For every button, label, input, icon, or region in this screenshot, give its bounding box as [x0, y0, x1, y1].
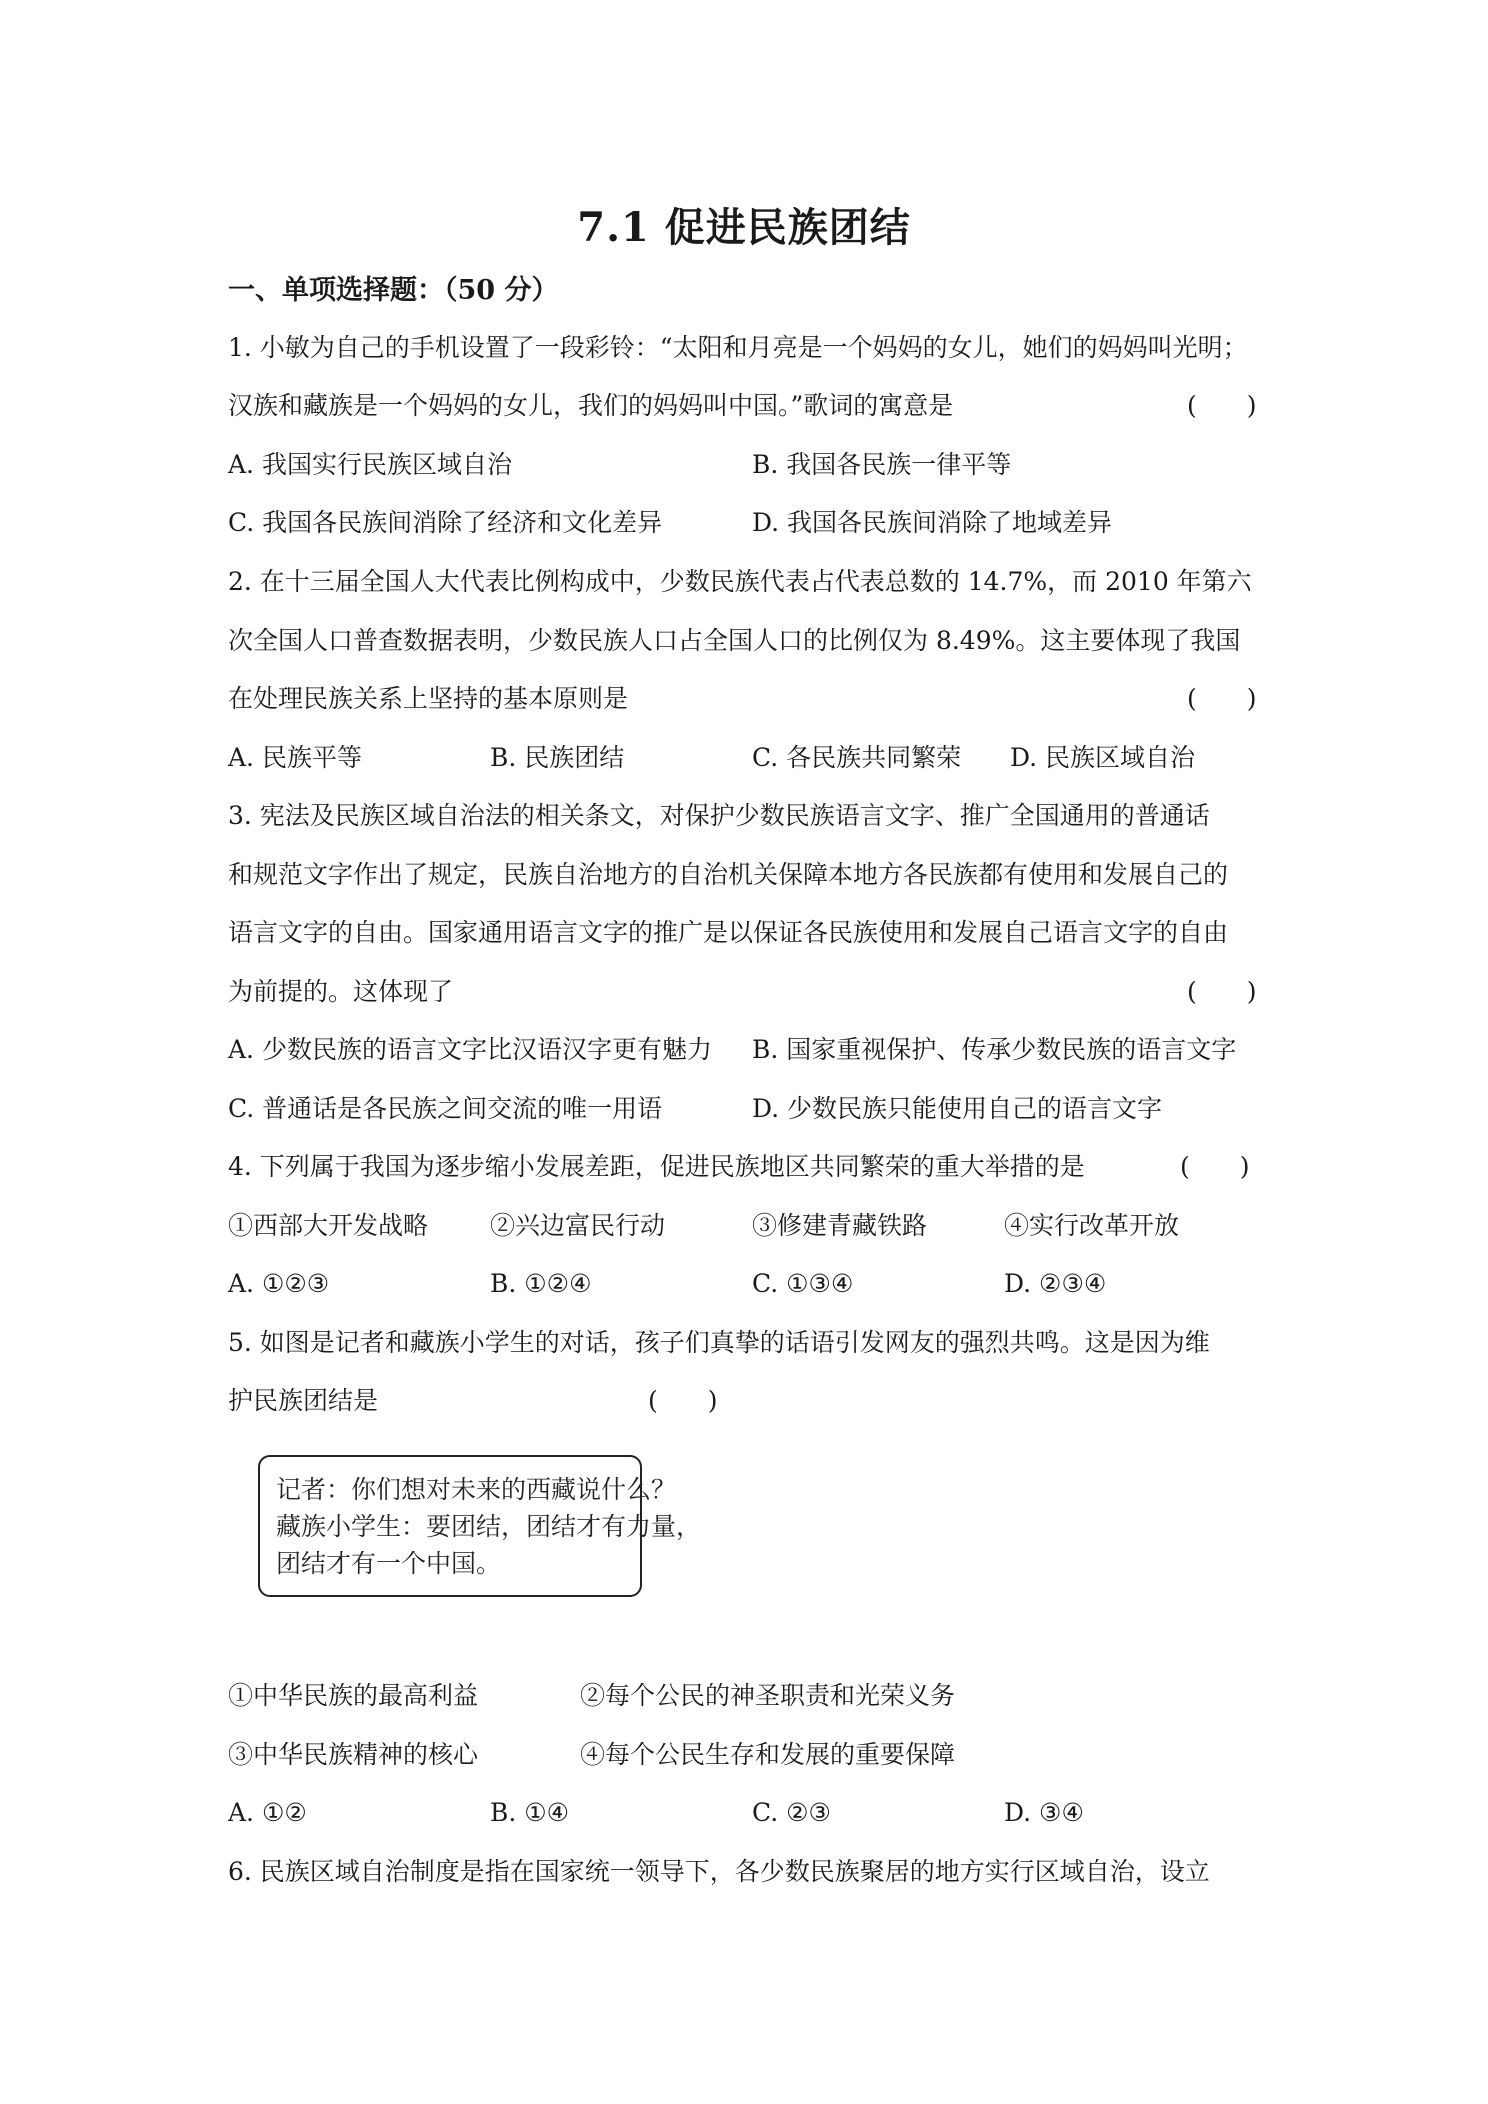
- q1-option-c: C. 我国各民族间消除了经济和文化差异: [228, 508, 663, 537]
- q2-option-c: C. 各民族共同繁荣: [752, 743, 962, 772]
- q4-item-2: ②兴边富民行动: [490, 1211, 666, 1240]
- page-title: 7.1 促进民族团结: [577, 204, 911, 251]
- q4-stem-line1: 4. 下列属于我国为逐步缩小发展差距，促进民族地区共同繁荣的重大举措的是: [228, 1152, 1085, 1181]
- q5-item-2: ②每个公民的神圣职责和光荣义务: [580, 1681, 956, 1710]
- q4-item-4: ④实行改革开放: [1004, 1211, 1180, 1240]
- q5-item-4: ④每个公民生存和发展的重要保障: [580, 1740, 956, 1769]
- q2-stem-line1: 2. 在十三届全国人大代表比例构成中，少数民族代表占代表总数的 14.7%，而 2010 年第六: [228, 567, 1252, 596]
- q3-option-d: D. 少数民族只能使用自己的语言文字: [752, 1094, 1163, 1123]
- q3-stem-line4: 为前提的。这体现了: [228, 977, 454, 1006]
- dialogue-line-student: 藏族小学生：要团结，团结才有力量，: [276, 1512, 702, 1541]
- q1-option-a: A. 我国实行民族区域自治: [228, 450, 512, 479]
- q3-answer-blank: ( ): [1187, 977, 1257, 1006]
- dialogue-line-reporter: 记者：你们想对未来的西藏说什么？: [276, 1475, 677, 1504]
- q2-answer-blank: ( ): [1187, 684, 1257, 713]
- q5-item-3: ③中华民族精神的核心: [228, 1740, 479, 1769]
- q5-option-c: C. ②③: [752, 1798, 831, 1827]
- section-heading: 一、单项选择题：（50 分）: [228, 275, 559, 306]
- q6-stem-line1: 6. 民族区域自治制度是指在国家统一领导下，各少数民族聚居的地方实行区域自治，设立: [228, 1857, 1210, 1886]
- q4-answer-blank: ( ): [1180, 1152, 1250, 1181]
- q3-option-b: B. 国家重视保护、传承少数民族的语言文字: [752, 1035, 1237, 1064]
- q3-stem-line2: 和规范文字作出了规定，民族自治地方的自治机关保障本地方各民族都有使用和发展自己的: [228, 860, 1229, 889]
- q1-stem-line2: 汉族和藏族是一个妈妈的女儿，我们的妈妈叫中国。”歌词的寓意是: [228, 391, 954, 420]
- q5-option-d: D. ③④: [1004, 1798, 1084, 1827]
- q5-answer-blank: ( ): [648, 1386, 718, 1415]
- q3-stem-line3: 语言文字的自由。国家通用语言文字的推广是以保证各民族使用和发展自己语言文字的自由: [228, 918, 1229, 947]
- q4-option-c: C. ①③④: [752, 1269, 854, 1298]
- q4-item-3: ③修建青藏铁路: [752, 1211, 928, 1240]
- q5-option-b: B. ①④: [490, 1798, 570, 1827]
- q4-option-d: D. ②③④: [1004, 1269, 1107, 1298]
- q2-stem-line2: 次全国人口普查数据表明，少数民族人口占全国人口的比例仅为 8.49%。这主要体现了我国: [228, 626, 1241, 655]
- q5-item-1: ①中华民族的最高利益: [228, 1681, 479, 1710]
- q3-option-c: C. 普通话是各民族之间交流的唯一用语: [228, 1094, 663, 1123]
- q2-option-d: D. 民族区域自治: [1010, 743, 1196, 772]
- dialogue-box: [258, 1455, 702, 1597]
- q5-option-a: A. ①②: [228, 1798, 307, 1827]
- q2-option-b: B. 民族团结: [490, 743, 625, 772]
- q1-stem-line1: 1. 小敏为自己的手机设置了一段彩铃：“太阳和月亮是一个妈妈的女儿，她们的妈妈叫光明；: [228, 333, 1248, 362]
- q1-option-b: B. 我国各民族一律平等: [752, 450, 1012, 479]
- q1-option-d: D. 我国各民族间消除了地域差异: [752, 508, 1113, 537]
- q4-option-a: A. ①②③: [228, 1269, 330, 1298]
- q4-option-b: B. ①②④: [490, 1269, 592, 1298]
- q3-option-a: A. 少数民族的语言文字比汉语汉字更有魅力: [228, 1035, 712, 1064]
- q1-answer-blank: ( ): [1187, 391, 1257, 420]
- q4-item-1: ①西部大开发战略: [228, 1211, 429, 1240]
- q3-stem-line1: 3. 宪法及民族区域自治法的相关条文，对保护少数民族语言文字、推广全国通用的普通话: [228, 801, 1210, 830]
- q5-stem-line1: 5. 如图是记者和藏族小学生的对话，孩子们真挚的话语引发网友的强烈共鸣。这是因为维: [228, 1328, 1210, 1357]
- dialogue-line-student-cont: 团结才有一个中国。: [276, 1549, 502, 1578]
- q2-option-a: A. 民族平等: [228, 743, 362, 772]
- q5-stem-line2: 护民族团结是: [228, 1386, 379, 1415]
- q2-stem-line3: 在处理民族关系上坚持的基本原则是: [228, 684, 629, 713]
